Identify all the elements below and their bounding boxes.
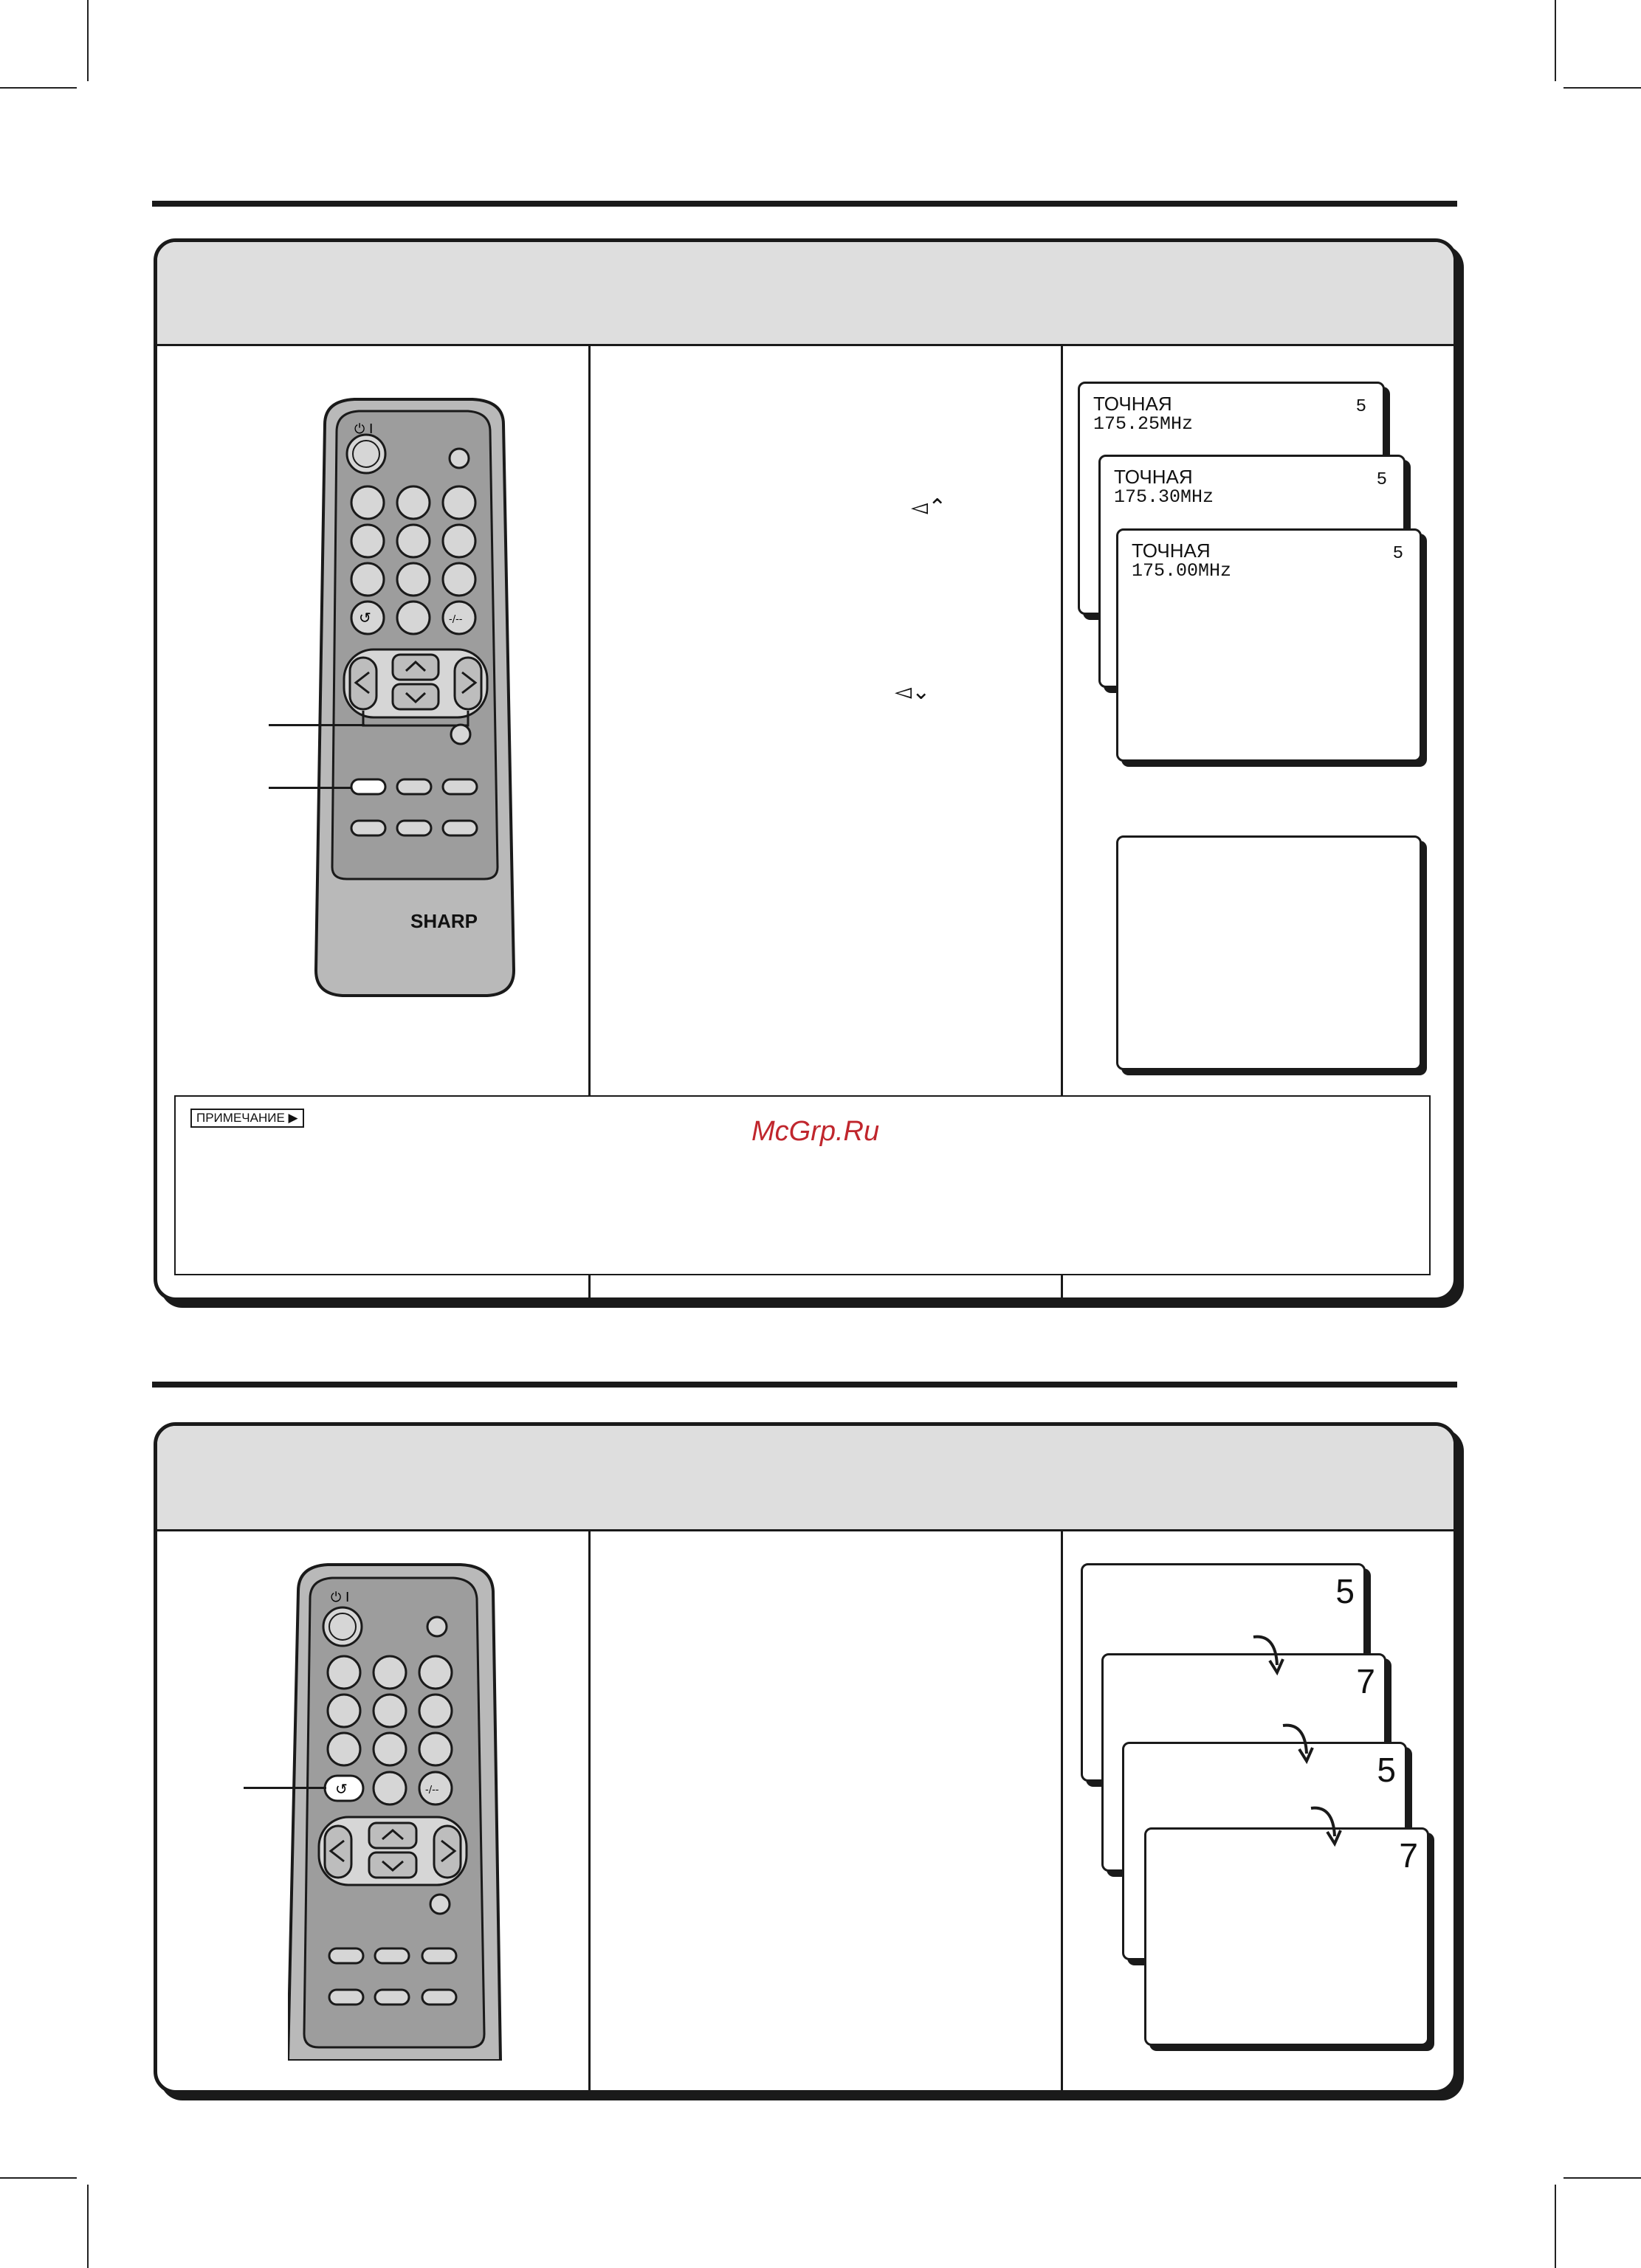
crop-mark [1563, 2177, 1641, 2179]
svg-text:-/--: -/-- [425, 1785, 439, 1796]
tv-screen [1116, 528, 1422, 762]
channel-number: 5 [1335, 1572, 1355, 1610]
svg-text:⏻ I: ⏻ I [331, 1590, 350, 1605]
tuning-mode-label: ТОЧНАЯ [1114, 466, 1193, 488]
leader-line [269, 724, 365, 726]
tv-screen-blank [1116, 835, 1422, 1070]
number-pad [328, 1656, 452, 1765]
svg-text:↺: ↺ [359, 609, 371, 627]
frequency-readout: 175.00MHz [1132, 560, 1232, 582]
panel-header [157, 242, 1453, 346]
crop-mark [0, 2177, 77, 2179]
frequency-readout: 175.30MHz [1114, 486, 1214, 508]
note-label-text: ПРИМЕЧАНИЕ [196, 1111, 285, 1125]
crop-mark [1555, 0, 1556, 81]
crop-mark [87, 2185, 89, 2268]
left-down-arrow-icon: ◅⌄ [895, 679, 931, 705]
tuning-mode-label: ТОЧНАЯ [1132, 540, 1211, 562]
crop-mark [1563, 87, 1641, 89]
tuning-mode-label: ТОЧНАЯ [1093, 393, 1172, 415]
watermark: McGrp.Ru [751, 1116, 880, 1147]
crop-mark [1555, 2185, 1556, 2268]
leader-line [244, 1787, 326, 1789]
svg-text:↺: ↺ [335, 1780, 348, 1798]
note-arrow-icon: ▶ [288, 1111, 298, 1125]
left-up-arrow-icon: ◅⌃ [911, 494, 947, 520]
leader-line [269, 787, 351, 789]
brand-logo: SHARP [410, 910, 478, 932]
panel-header [157, 1426, 1453, 1531]
frequency-readout: 175.25MHz [1093, 413, 1194, 435]
transition-arrow-icon [1307, 1802, 1351, 1850]
tv-screen [1144, 1827, 1429, 2046]
transition-arrow-icon [1279, 1720, 1323, 1767]
crop-mark [0, 87, 77, 89]
svg-text:⏻ I: ⏻ I [354, 421, 374, 437]
remote-control [288, 1562, 509, 2061]
channel-number: 7 [1399, 1836, 1418, 1875]
remote-control [310, 395, 517, 1000]
crop-mark [87, 0, 89, 81]
column-divider [588, 1531, 591, 2092]
section-rule [152, 1382, 1457, 1388]
column-divider [1061, 1531, 1063, 2092]
channel-number: 5 [1377, 1751, 1396, 1789]
transition-arrow-icon [1249, 1631, 1293, 1678]
channel-number: 7 [1356, 1662, 1375, 1700]
section-rule [152, 201, 1457, 207]
svg-text:-/--: -/-- [449, 614, 463, 625]
note-label [190, 1109, 304, 1128]
channel-number: 5 [1376, 470, 1387, 490]
channel-number: 5 [1392, 544, 1403, 564]
channel-number: 5 [1355, 397, 1366, 417]
